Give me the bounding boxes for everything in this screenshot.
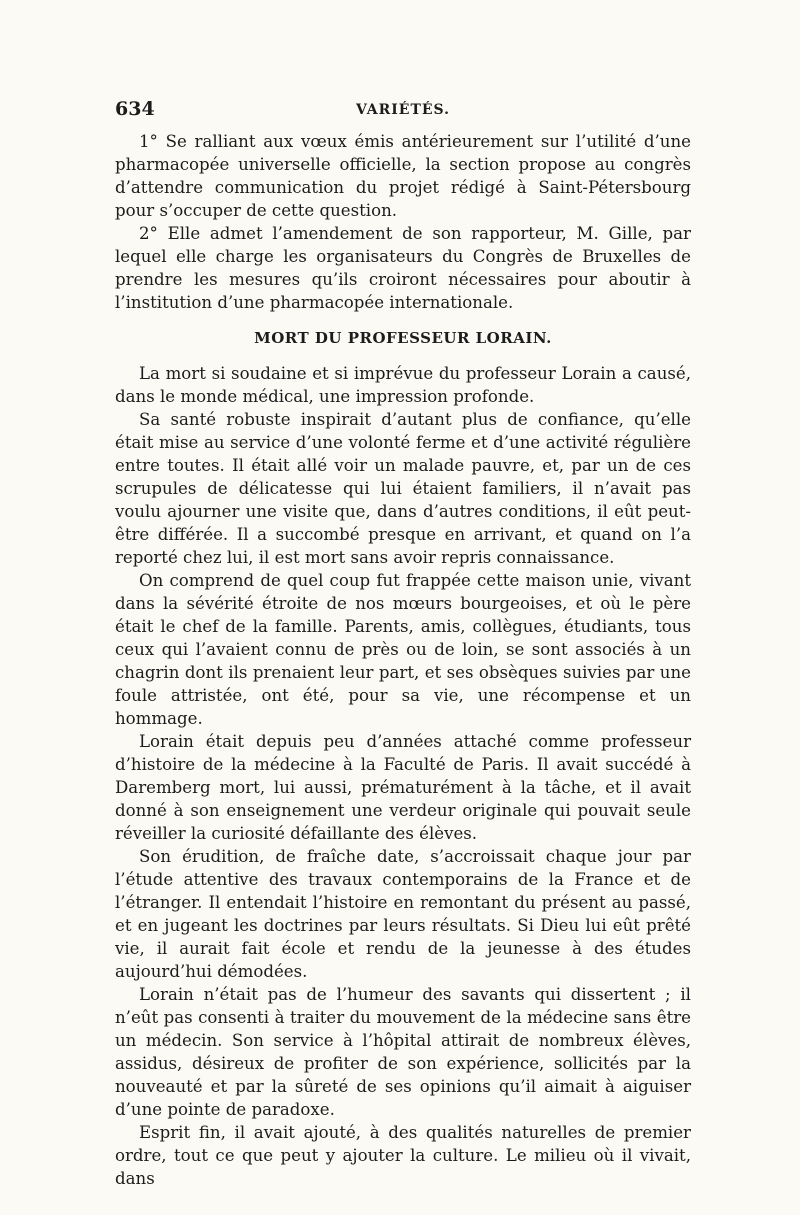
paragraph: Esprit fin, il avait ajouté, à des qualités naturelles de premier ordre, tout ce que peut y ajouter la culture. Le milieu où il vivait, dans: [115, 1123, 691, 1188]
paragraph: Sa santé robuste inspirait d’autant plus de confiance, qu’elle était mise au service d’une volonté ferme et d’une activité régulière entre toutes. Il était allé voir un malade pauvre, et, par un de ces scrupules de délicatesse qui lui étaient familiers, il n’avait pas voulu ajourner une visite que, dans d’autres conditions, il eût peut-être différée. Il a succombé presque en arrivant, et quand on l’a reporté chez lui, il est mort sans avoir repris connaissance.: [115, 410, 691, 567]
running-head: VARIÉTÉS.: [355, 102, 451, 118]
paragraph: La mort si soudaine et si imprévue du professeur Lorain a causé, dans le monde médical, une impression profonde.: [115, 364, 691, 406]
paragraph: Lorain n’était pas de l’humeur des savants qui dissertent ; il n’eût pas consenti à traiter du mouvement de la médecine sans être un médecin. Son service à l’hôpital attirait de nombreux élèves, assidus, désireux de profiter de son expérience, sollicités par la nouveauté et par la sûreté de ses opinions qu’il aimait à aiguiser d’une pointe de paradoxe.: [115, 985, 691, 1119]
paragraph: 1° Se ralliant aux vœux émis antérieurement sur l’utilité d’une pharmacopée universelle officielle, la section propose au congrès d’attendre communication du projet rédigé à Saint-Pétersbourg pour s’occuper de cette question.: [115, 132, 691, 220]
page-number: 634: [115, 98, 155, 120]
paragraph: Lorain était depuis peu d’années attaché comme professeur d’histoire de la médecine à la Faculté de Paris. Il avait succédé à Daremberg mort, lui aussi, prématurément à la tâche, et il avait donné à son enseignement une verdeur originale qui pouvait seule réveiller la curiosité défaillante des élèves.: [115, 732, 691, 843]
section-title: MORT DU PROFESSEUR LORAIN.: [254, 329, 552, 347]
paragraph: On comprend de quel coup fut frappée cette maison unie, vivant dans la sévérité étroite de nos mœurs bourgeoises, et où le père était le chef de la famille. Parents, amis, collègues, étudiants, tous ceux qui l’avaient connu de près ou de loin, se sont associés à un chagrin dont ils prenaient leur part, et ses obsèques suivies par une foule attristée, ont été, pour sa vie, une récompense et un hommage.: [115, 571, 691, 728]
paragraph: 2° Elle admet l’amendement de son rapporteur, M. Gille, par lequel elle charge les organisateurs du Congrès de Bruxelles de prendre les mesures qu’ils croiront nécessaires pour aboutir à l’institution d’une pharmacopée internationale.: [115, 224, 691, 312]
paragraph: Son érudition, de fraîche date, s’accroissait chaque jour par l’étude attentive des travaux contemporains de la France et de l’étranger. Il entendait l’histoire en remontant du présent au passé, et en jugeant les doctrines par leurs résultats. Si Dieu lui eût prêté vie, il aurait fait école et rendu de la jeunesse à des études aujourd’hui démodées.: [115, 847, 691, 981]
body-text: [115, 130, 691, 1190]
page-header: [115, 98, 691, 128]
